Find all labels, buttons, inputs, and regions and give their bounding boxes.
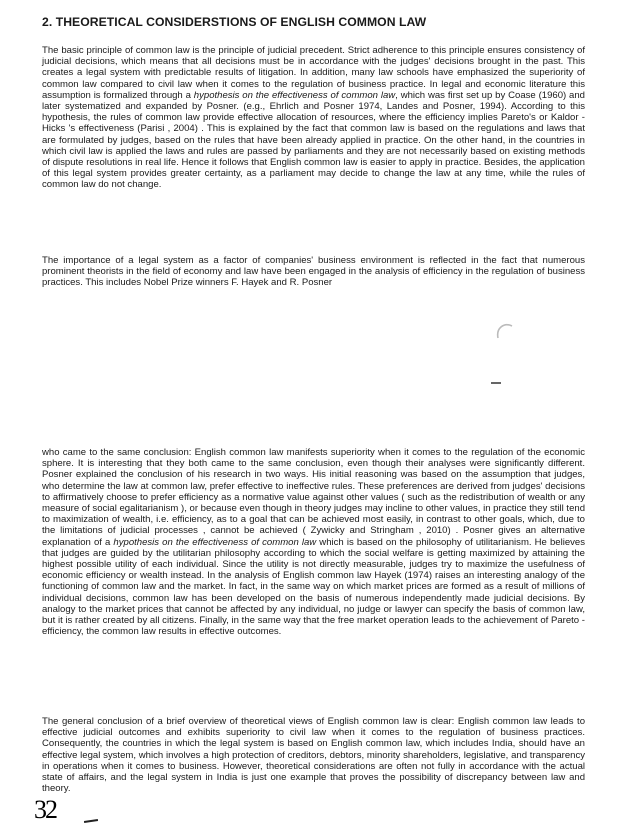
paragraph-2: The importance of a legal system as a factor of companies' business environment is reflected in the fact that numerous prominent theorists in the field of economy and law have been engaged in the analysis of efficiency in the regulation of business practices. This includes Nobel Prize winners F. Hayek and R. Posner [42, 255, 585, 289]
paragraph-3-hypothesis-italic: hypothesis on the effectiveness of common law [113, 536, 317, 548]
paragraph-3-text-b: which is based on the philosophy of utilitarianism. He believes that judges are guided by the utilitarian philosophy according to which the social welfare is getting maximized by attaining the highest possible utility of each individual. Since the utility is not directly measurable, judges try to maximize the usefulness of economic efficiency or wealth instead. In the analysis of English common law Hayek (1974) raises an interesting analogy of the functioning of common law and the market. In fact, in the same way on which market prices are formed as a result of millions of individual decisions, common law has been developed on the basis of numerous independently made judicial decisions. By analogy to the market prices that cannot be affected by any individual, no judge or lawyer can specify the basis of common law, but it is rather created by all citizens. Finally, in the same way that the free market operation leads to the achievement of Pareto - efficiency, the common law results in effective outcomes. [42, 536, 585, 638]
paragraph-4: The general conclusion of a brief overview of theoretical views of English common law is clear: English common law leads to effective judicial outcomes and exhibits superiority to civil law when it comes to the regulation of business practices. Consequently, the countries in which the legal system is based on English common law, which includes India, should have an effective legal system, which involves a high protection of creditors, debtors, minority shareholders, legislative, and transparency in operations when it comes to business. However, theoretical considerations are often not fully in accordance with the actual state of affairs, and the legal system in India is just one example that proves the possibility of discrepancy between law and theory. [42, 716, 585, 795]
page-number: 32 [34, 795, 56, 824]
paragraph-1-hypothesis-italic: hypothesis on the effectiveness of common law [193, 89, 396, 101]
section-title: 2. THEORETICAL CONSIDERSTIONS OF ENGLISH COMMON LAW [42, 15, 427, 29]
pen-mark-icon [490, 320, 520, 342]
page-number-smudge [84, 819, 98, 823]
paragraph-1-text-b: , which was first set up by Coase (1960) and later systematized and expanded by Posner. (e.g., Ehrlich and Posner 1974, Landes and Posner, 1994). According to this hypothesis, the rules of common law provide effective allocation of resources, where the efficiency implies Pareto's or Kaldor - Hicks 's effectiveness (Parisi , 2004) . This is explained by the fact that common law is based on the regulations and laws that are formulated by judges, based on the rules that have been already applied in practice. On the other hand, in the countries in which civil law is applied the laws and rules are passed by parliaments and they are not necessarily based on existing methods of dispute resolutions in real life. Hence it follows that English common law is easier to apply in practice. Besides, the application of this legal system provides greater certainty, as a parliament may decide to change the law at any time, while the rules of common law do not change. [42, 89, 585, 191]
scan-dash-mark [491, 382, 501, 384]
paragraph-3-text-a: who came to the same conclusion: English common law manifests superiority when it comes to the regulation of the economic sphere. It is interesting that they both came to the same conclusion, even though their analyses were significantly different. Posner explained the conclusion of his research in two ways. His initial reasoning was based on the assumption that judges, who determine the law at common law, prefer effective to ineffective rules. These preferences are derived from judges' decisions to affirmatively choose to prefer efficiency as a normative value against other values ( such as the redistribution of wealth or any measure of social egalitarianism ), or because even though in theory judges may incline to other values, in practice they still tend to maximization of wealth, i.e. efficiency, as to a goal that can be achieved most easily, in contrast to other goals, which, due to the limitations of judicial processes , cannot be achieved ( Zywicky and Stringham , 2010) . Posner gives an alternative explanation of a [42, 447, 585, 548]
paragraph-1 [42, 45, 585, 191]
paragraph-3 [42, 447, 585, 637]
paragraph-1-text-a: The basic principle of common law is the principle of judicial precedent. Strict adherence to this principle ensures consistency of judicial decisions, which means that all decisions must be in accordance with the judges' decisions brought in the past. This creates a legal system with predictable results of litigation. In addition, many law schools have emphasized the superiority of common law compared to civil law when it comes to the regulation of business practice. In legal and economic literature this assumption is formalized through a [42, 45, 585, 101]
